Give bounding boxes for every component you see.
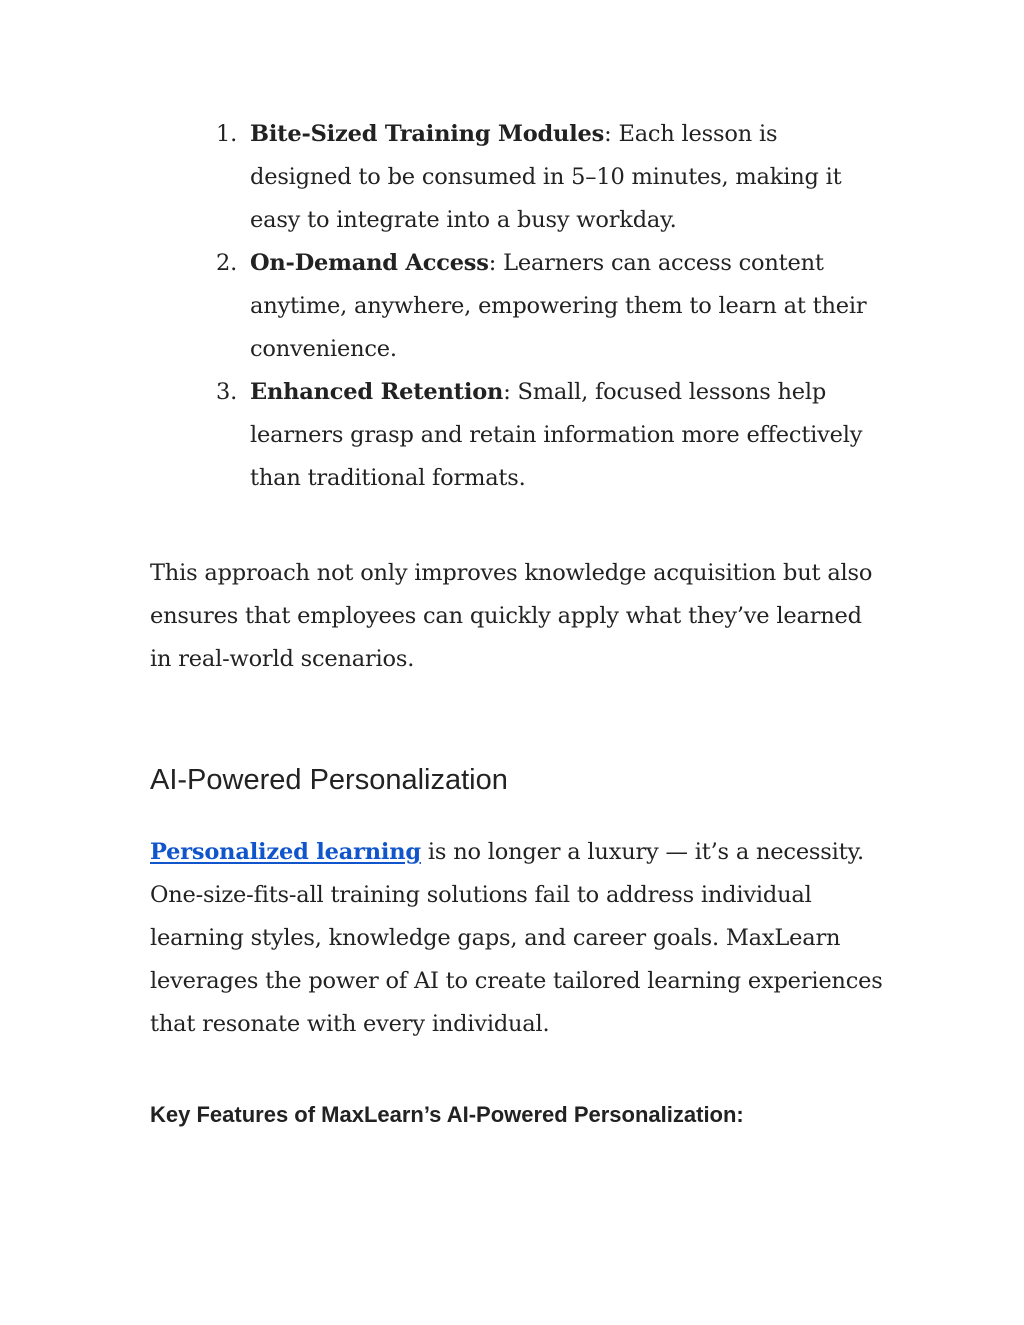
list-item-term: On-Demand Access	[250, 250, 489, 276]
list-item-term: Enhanced Retention	[250, 379, 504, 405]
features-list	[150, 113, 880, 500]
body-paragraph	[150, 831, 890, 1046]
list-number: 1.	[216, 121, 238, 147]
list-number: 2.	[216, 250, 238, 276]
list-item-separator: :	[503, 379, 518, 405]
list-item-text: Each lesson is designed to be consumed in 5–10 minutes, making it easy to integrate into a busy workday.	[250, 121, 842, 233]
subheading: Key Features of MaxLearn’s AI-Powered Personalization:	[150, 1102, 744, 1127]
list-item-separator: :	[488, 250, 504, 276]
list-item-separator: :	[604, 121, 619, 147]
section-heading: AI-Powered Personalization	[150, 764, 508, 796]
list-item-term: Bite-Sized Training Modules	[250, 121, 605, 147]
body-paragraph: This approach not only improves knowledge acquisition but also ensures that employees can quickly apply what they’ve learned in real-world scenarios.	[150, 560, 873, 672]
list-item-text: Small, focused lessons help learners grasp and retain information more effectively than traditional formats.	[250, 379, 863, 491]
list-number: 3.	[216, 379, 238, 405]
paragraph-text: is no longer a luxury — it’s a necessity. One-size-fits-all training solutions fail to address individual learning styles, knowledge gaps, and career goals. MaxLearn leverages the power of AI to create tailored learning experiences that resonate with every individual.	[150, 839, 883, 1037]
list-item	[150, 371, 880, 500]
list-item	[150, 242, 880, 371]
personalized-learning-link[interactable]: Personalized learning	[150, 839, 421, 865]
list-item	[150, 113, 880, 242]
list-item-text: Learners can access content anytime, anywhere, empowering them to learn at their convenience.	[250, 250, 867, 362]
